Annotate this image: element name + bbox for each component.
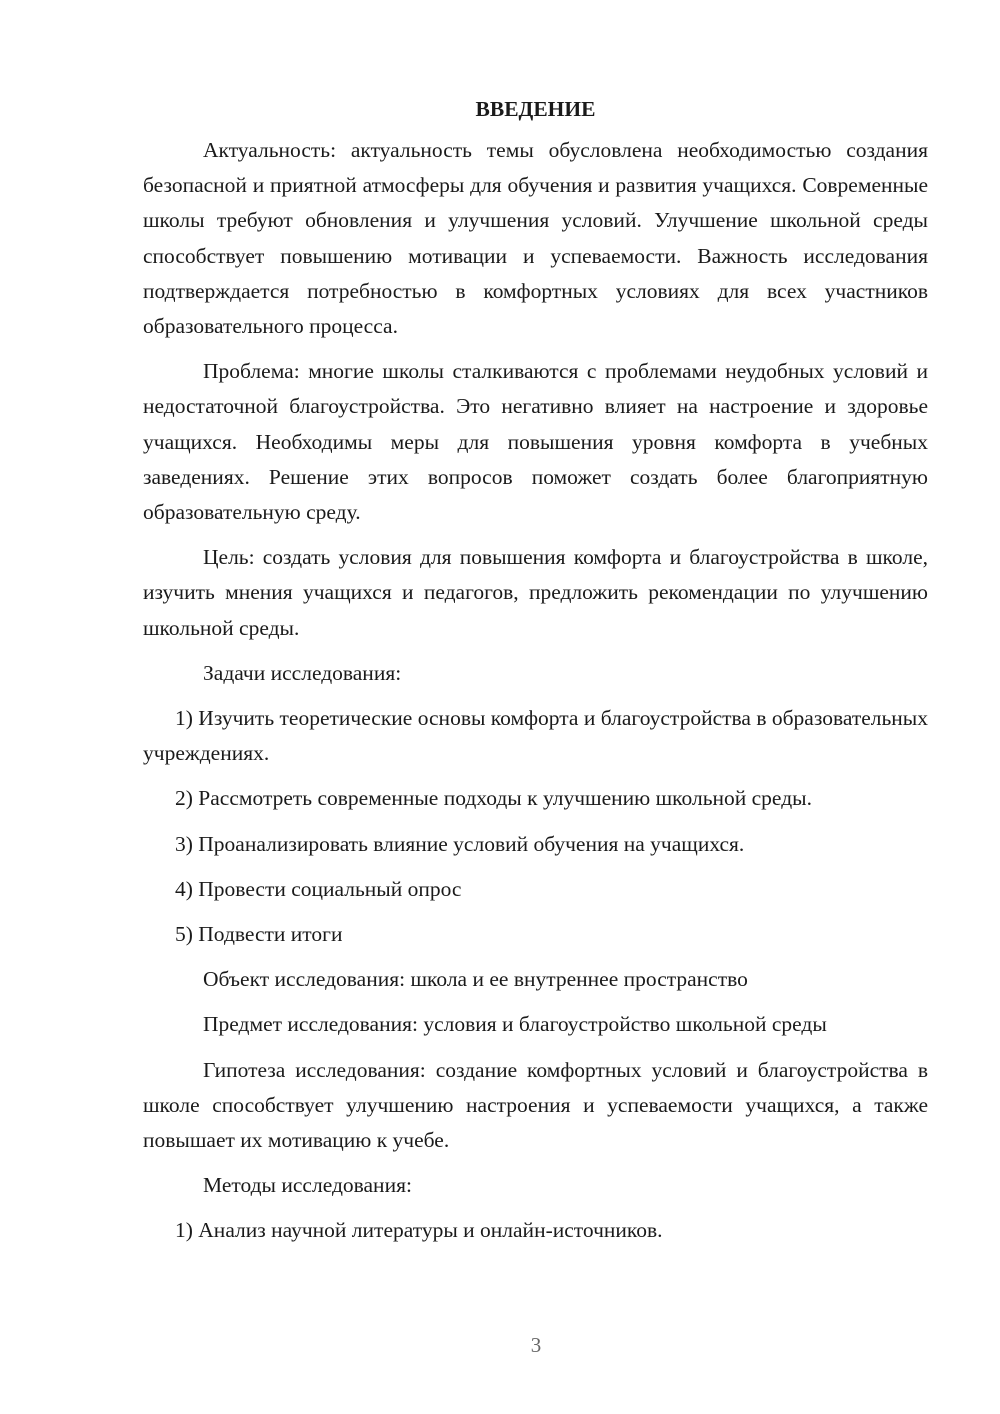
relevance-paragraph: Актуальность: актуальность темы обусловлена необходимостью создания безопасной и приятной атмосферы для обучения и развития учащихся. Современные школы требуют обновления и улучшения условий. Улучшение школьной среды способствует повышению мотивации и успеваемости. Важность исследования подтверждается потребностью в комфортных условиях для всех участников образовательного процесса. (143, 138, 928, 339)
goal-paragraph: Цель: создать условия для повышения комфорта и благоустройства в школе, изучить мнения учащихся и педагогов, предложить рекомендации по улучшению школьной среды. (143, 545, 928, 640)
methods-heading: Методы исследования: (203, 1173, 412, 1198)
task-item: 5) Подвести итоги (175, 922, 343, 947)
section-title: ВВЕДЕНИЕ (475, 97, 596, 121)
hypothesis-paragraph: Гипотеза исследования: создание комфортных условий и благоустройства в школе способствует улучшению настроения и успеваемости учащихся, а также повышает их мотивацию к учебе. (143, 1057, 928, 1153)
task-item: 4) Провести социальный опрос (175, 876, 462, 901)
object-line: Объект исследования: школа и ее внутреннее пространство (203, 967, 748, 992)
task-item: 3) Проанализировать влияние условий обучения на учащихся. (175, 831, 745, 856)
problem-paragraph: Проблема: многие школы сталкиваются с проблемами неудобных условий и недостаточной благоустройства. Это негативно влияет на настроение и здоровье учащихся. Необходимы меры для повышения уровня комфорта в учебных заведениях. Решение этих вопросов поможет создать более благоприятную образовательную среду. (143, 359, 928, 525)
subject-line: Предмет исследования: условия и благоустройство школьной среды (203, 1012, 827, 1037)
task-item: 1) Изучить теоретические основы комфорта и благоустройства в образовательных учреждениях. (143, 706, 928, 766)
page-number: 3 (530, 1333, 542, 1357)
method-item: 1) Анализ научной литературы и онлайн-источников. (175, 1218, 663, 1243)
task-item: 2) Рассмотреть современные подходы к улучшению школьной среды. (175, 786, 812, 811)
page-content (143, 92, 928, 1259)
tasks-heading: Задачи исследования: (203, 660, 402, 685)
